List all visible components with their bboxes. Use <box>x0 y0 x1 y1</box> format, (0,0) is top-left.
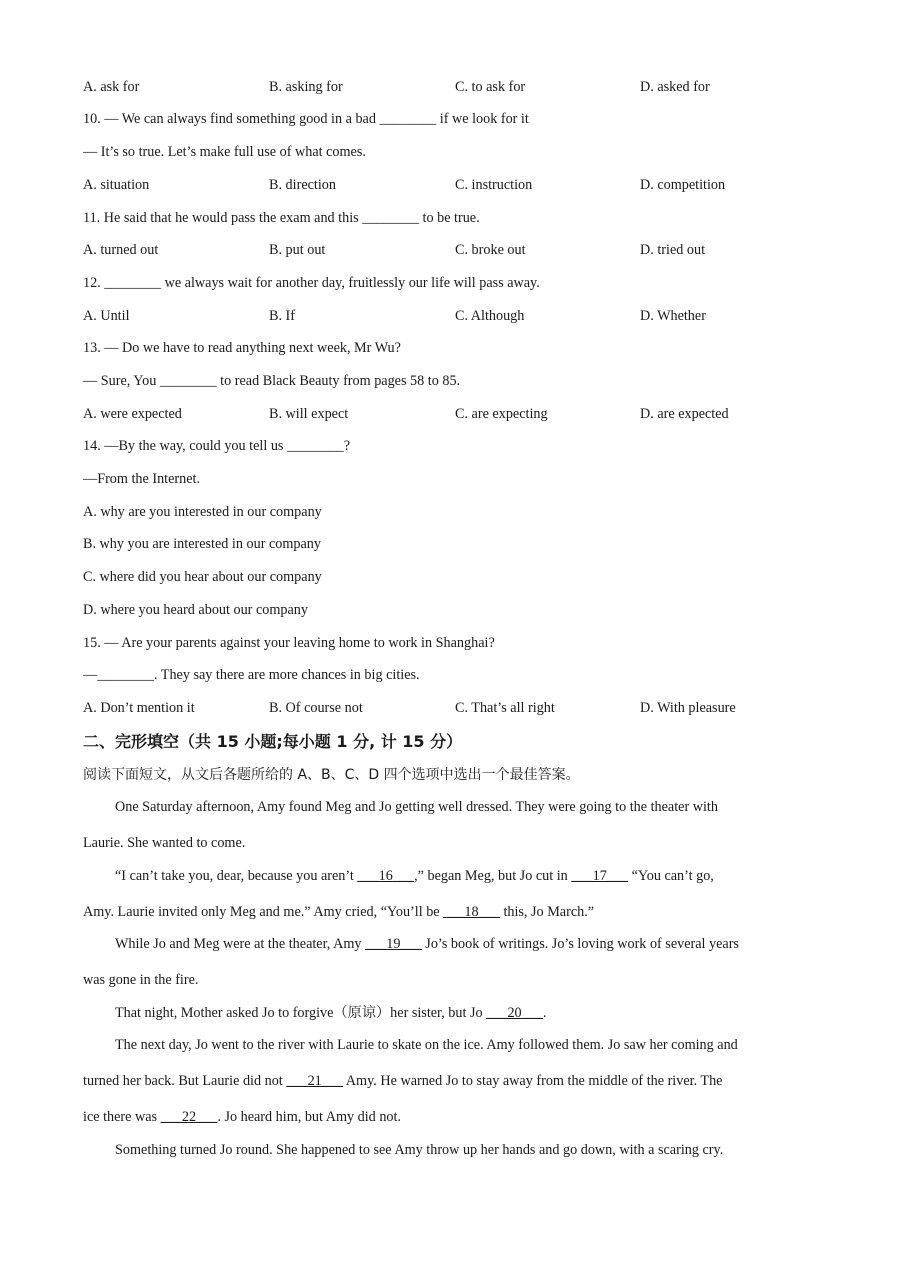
q10-options <box>83 175 843 195</box>
p4-text-a: That night, Mother asked Jo to forgive（原谅）her sister, but Jo <box>115 1005 487 1021</box>
q9-option-d[interactable]: D. asked for <box>640 79 710 95</box>
q15-reply: —________. They say there are more chances in big cities. <box>83 667 420 683</box>
q9-options <box>83 77 843 97</box>
q13-options <box>83 404 843 424</box>
blank-17[interactable]: ___17___ <box>571 868 629 884</box>
q12-option-d[interactable]: D. Whether <box>640 308 706 324</box>
q15-option-b[interactable]: B. Of course not <box>269 700 363 716</box>
blank-19[interactable]: ___19___ <box>365 936 422 952</box>
q14-option-a[interactable]: A. why are you interested in our company <box>83 504 322 520</box>
q15-option-c[interactable]: C. That’s all right <box>455 700 555 716</box>
passage-p2-line2 <box>83 902 594 922</box>
q10-option-a[interactable]: A. situation <box>83 177 150 193</box>
q12-options <box>83 306 843 326</box>
blank-16[interactable]: ___16___ <box>357 868 415 884</box>
p5l2-text-c: Amy. He warned Jo to stay away from the middle of the river. The <box>343 1073 723 1089</box>
q14-option-d[interactable]: D. where you heard about our company <box>83 602 308 618</box>
q11-option-a[interactable]: A. turned out <box>83 242 159 258</box>
p2-text-c: ,” began Meg, but Jo cut in <box>414 868 572 884</box>
q13-option-b[interactable]: B. will expect <box>269 406 349 422</box>
p5l2-text-a: turned her back. But Laurie did not <box>83 1073 287 1089</box>
q10-stem: 10. — We can always find something good in a bad ________ if we look for it <box>83 111 529 127</box>
q15-stem: 15. — Are your parents against your leaving home to work in Shanghai? <box>83 635 495 651</box>
p5l3-text-a: ice there was <box>83 1109 161 1125</box>
p3-text-a: While Jo and Meg were at the theater, Amy <box>115 936 365 952</box>
q12-option-c[interactable]: C. Although <box>455 308 525 324</box>
q15-option-a[interactable]: A. Don’t mention it <box>83 700 195 716</box>
q9-option-a[interactable]: A. ask for <box>83 79 140 95</box>
p2l2-text-a: Amy. Laurie invited only Meg and me.” Amy cried, “You’ll be <box>83 904 444 920</box>
q9-option-b[interactable]: B. asking for <box>269 79 343 95</box>
p2-text-d: “You can’t go, <box>628 868 714 884</box>
passage-p5-line3 <box>83 1107 401 1127</box>
p3-text-c: Jo’s book of writings. Jo’s loving work of several years <box>421 936 739 952</box>
q10-option-b[interactable]: B. direction <box>269 177 336 193</box>
q10-option-c[interactable]: C. instruction <box>455 177 533 193</box>
passage-p5-line2 <box>83 1071 722 1091</box>
q12-stem: 12. ________ we always wait for another day, fruitlessly our life will pass away. <box>83 275 540 291</box>
q15-option-d[interactable]: D. With pleasure <box>640 700 736 716</box>
q10-reply: — It’s so true. Let’s make full use of what comes. <box>83 144 366 160</box>
q13-option-d[interactable]: D. are expected <box>640 406 729 422</box>
p2-text-a: “I can’t take you, dear, because you aren’t <box>115 868 358 884</box>
q12-option-a[interactable]: A. Until <box>83 308 130 324</box>
blank-21[interactable]: ___21___ <box>286 1073 344 1089</box>
q14-reply: —From the Internet. <box>83 471 201 487</box>
blank-20[interactable]: ___20___ <box>486 1005 543 1021</box>
section-heading: 二、完形填空（共 15 小题;每小题 1 分, 计 15 分） <box>83 732 463 751</box>
passage-p4 <box>115 1003 546 1023</box>
passage-p3-line2: was gone in the fire. <box>83 972 199 988</box>
q13-option-c[interactable]: C. are expecting <box>455 406 548 422</box>
q11-option-b[interactable]: B. put out <box>269 242 326 258</box>
passage-p1-line2: Laurie. She wanted to come. <box>83 835 246 851</box>
q14-option-b[interactable]: B. why you are interested in our company <box>83 536 321 552</box>
section-instruction: 阅读下面短文，从文后各题所给的 A、B、C、D 四个选项中选出一个最佳答案。 <box>83 767 580 783</box>
q11-option-c[interactable]: C. broke out <box>455 242 526 258</box>
q14-option-c[interactable]: C. where did you hear about our company <box>83 569 322 585</box>
passage-p2-line1 <box>115 866 714 886</box>
q11-options <box>83 240 843 260</box>
passage-p3-line1 <box>115 934 739 954</box>
passage-p6: Something turned Jo round. She happened to see Amy throw up her hands and go down, with a scaring cry. <box>115 1142 724 1158</box>
q11-stem: 11. He said that he would pass the exam and this ________ to be true. <box>83 210 480 226</box>
q13-reply: — Sure, You ________ to read Black Beauty from pages 58 to 85. <box>83 373 461 389</box>
blank-18[interactable]: ___18___ <box>443 904 500 920</box>
q14-stem: 14. —By the way, could you tell us ________? <box>83 438 351 454</box>
q10-option-d[interactable]: D. competition <box>640 177 726 193</box>
blank-22[interactable]: ___22___ <box>160 1109 218 1125</box>
q13-option-a[interactable]: A. were expected <box>83 406 182 422</box>
q12-option-b[interactable]: B. If <box>269 308 296 324</box>
p4-text-c: . <box>542 1005 547 1021</box>
q13-stem: 13. — Do we have to read anything next week, Mr Wu? <box>83 340 401 356</box>
passage-p5-line1: The next day, Jo went to the river with Laurie to skate on the ice. Amy followed them. Jo saw her coming and <box>115 1037 738 1053</box>
q11-option-d[interactable]: D. tried out <box>640 242 706 258</box>
passage-p1-line1: One Saturday afternoon, Amy found Meg and Jo getting well dressed. They were going to the theater with <box>115 799 718 815</box>
p5l3-text-c: . Jo heard him, but Amy did not. <box>217 1109 401 1125</box>
q15-options <box>83 698 843 718</box>
p2l2-text-c: this, Jo March.” <box>499 904 595 920</box>
q9-option-c[interactable]: C. to ask for <box>455 79 526 95</box>
